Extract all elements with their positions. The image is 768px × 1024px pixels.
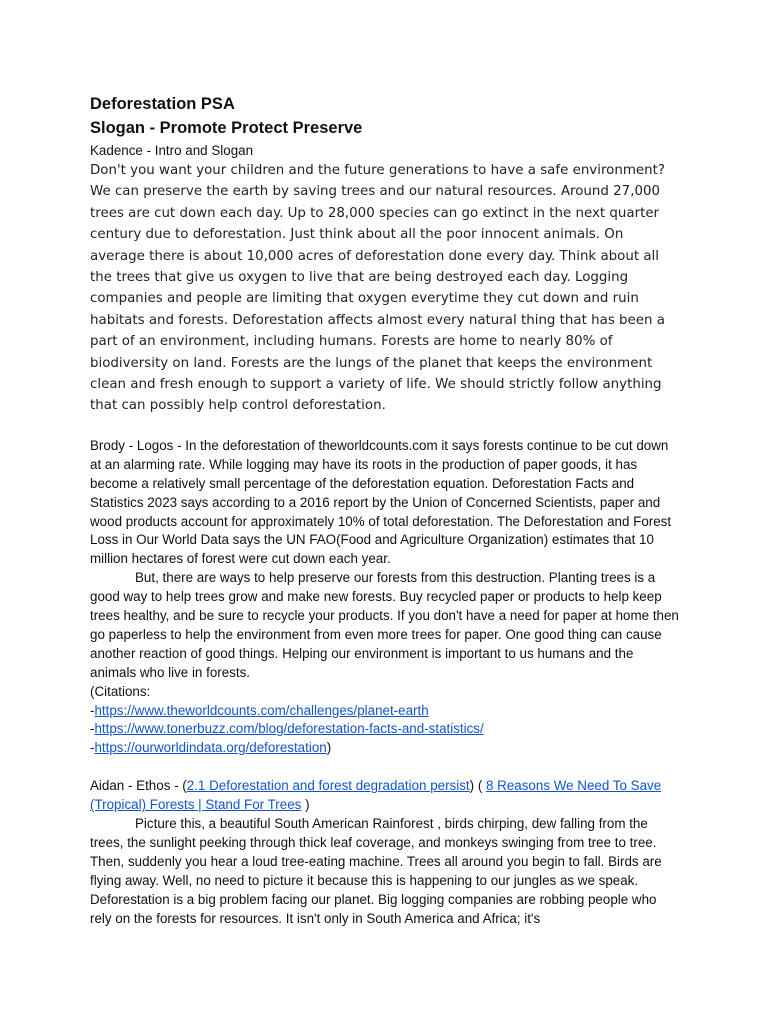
citations-label: (Citations: — [90, 683, 151, 699]
document-body — [90, 92, 680, 929]
kadence-intro-paragraph: Don't you want your children and the future generations to have a safe environment? We can preserve the earth by saving trees and our natural resources. Around 27,000 trees are cut down each day. Up to 28,000 species can go extinct in the next quarter century due to deforestation. Just think about all the poor innocent animals. On average there is about 10,000 acres of deforestation done every day. Think about all the trees that give us oxygen to live that are being destroyed each day. Logging companies and people are limiting that oxygen everytime they cut down and ruin habitats and forests. Deforestation affects almost every natural thing that has been a part of an environment, including humans. Forests are home to nearly 80% of biodiversity on land. Forests are the lungs of the planet that keeps the environment clean and fresh enough to support a variety of life. We should strictly follow anything that can possibly help control deforestation. — [90, 163, 665, 414]
document-title: Deforestation PSA — [90, 95, 235, 113]
aidan-section-header — [90, 777, 680, 815]
spacer — [90, 758, 680, 777]
aidan-paren-open: ( — [182, 778, 187, 794]
brody-preserve-paragraph: But, there are ways to help preserve our forests from this destruction. Planting trees is a good way to help trees grow and make new forests. Buy recycled paper or products to help keep trees healthy, and be sure to recycle your products. If you don't have a need for paper at home then go paperless to help the environment from even more trees for paper. One good thing can cause another reaction of good things. Helping our environment is important to us humans and the animals who live in forests. — [90, 570, 679, 680]
aidan-source-link-stand-for-trees[interactable]: 8 Reasons We Need To Save (Tropical) Forests | Stand For Trees — [90, 778, 662, 813]
citation-close-paren: ) — [326, 740, 332, 756]
citation-line-2 — [90, 720, 680, 739]
spacer — [90, 417, 680, 437]
aidan-ethos-paragraph: Picture this, a beautiful South American Rainforest , birds chirping, dew falling from the trees, the sunlight peeking through thick leaf coverage, and monkeys swinging from tree to tree. Then, suddenly you hear a loud tree-eating machine. Trees all around you begin to fall. Birds are flying away. Well, no need to picture it because this is happening to our jungles as we speak. Deforestation is a big problem facing our planet. Big logging companies are robbing people who rely on the forests for resources. It isn't only in South America and Africa; it's — [90, 816, 662, 926]
citation-dash: - — [90, 721, 95, 737]
citation-link-ourworldindata[interactable]: https://ourworldindata.org/deforestation — [94, 740, 327, 756]
citation-line-3 — [90, 739, 680, 758]
aidan-paren-close: ) — [301, 797, 310, 813]
aidan-source-link-degradation[interactable]: 2.1 Deforestation and forest degradation persist — [186, 778, 470, 794]
citation-link-tonerbuzz[interactable]: https://www.tonerbuzz.com/blog/deforestation-facts-and-statistics/ — [94, 721, 484, 737]
citation-link-theworldcounts[interactable]: https://www.theworldcounts.com/challenges/planet-earth — [94, 702, 429, 718]
document-slogan: Slogan - Promote Protect Preserve — [90, 119, 363, 137]
kadence-section-label: Kadence - Intro and Slogan — [90, 143, 254, 158]
aidan-section-label: Aidan - Ethos - — [90, 778, 183, 794]
brody-logos-paragraph: Brody - Logos - In the deforestation of theworldcounts.com it says forests continue to be cut down at an alarming rate. While logging may have its roots in the production of paper goods, it has become a relatively small percentage of the deforestation equation. Deforestation Facts and Statistics 2023 says according to a 2016 report by the Union of Concerned Scientists, paper and wood products account for approximately 10% of total deforestation. The Deforestation and Forest Loss in Our World Data says the UN FAO(Food and Agriculture Organization) estimates that 10 million hectares of forest were cut down each year. — [90, 437, 672, 567]
citation-dash: - — [90, 702, 95, 718]
citation-dash: - — [90, 740, 95, 756]
citation-line-1 — [90, 702, 680, 721]
aidan-paren-mid: ) ( — [469, 778, 486, 794]
